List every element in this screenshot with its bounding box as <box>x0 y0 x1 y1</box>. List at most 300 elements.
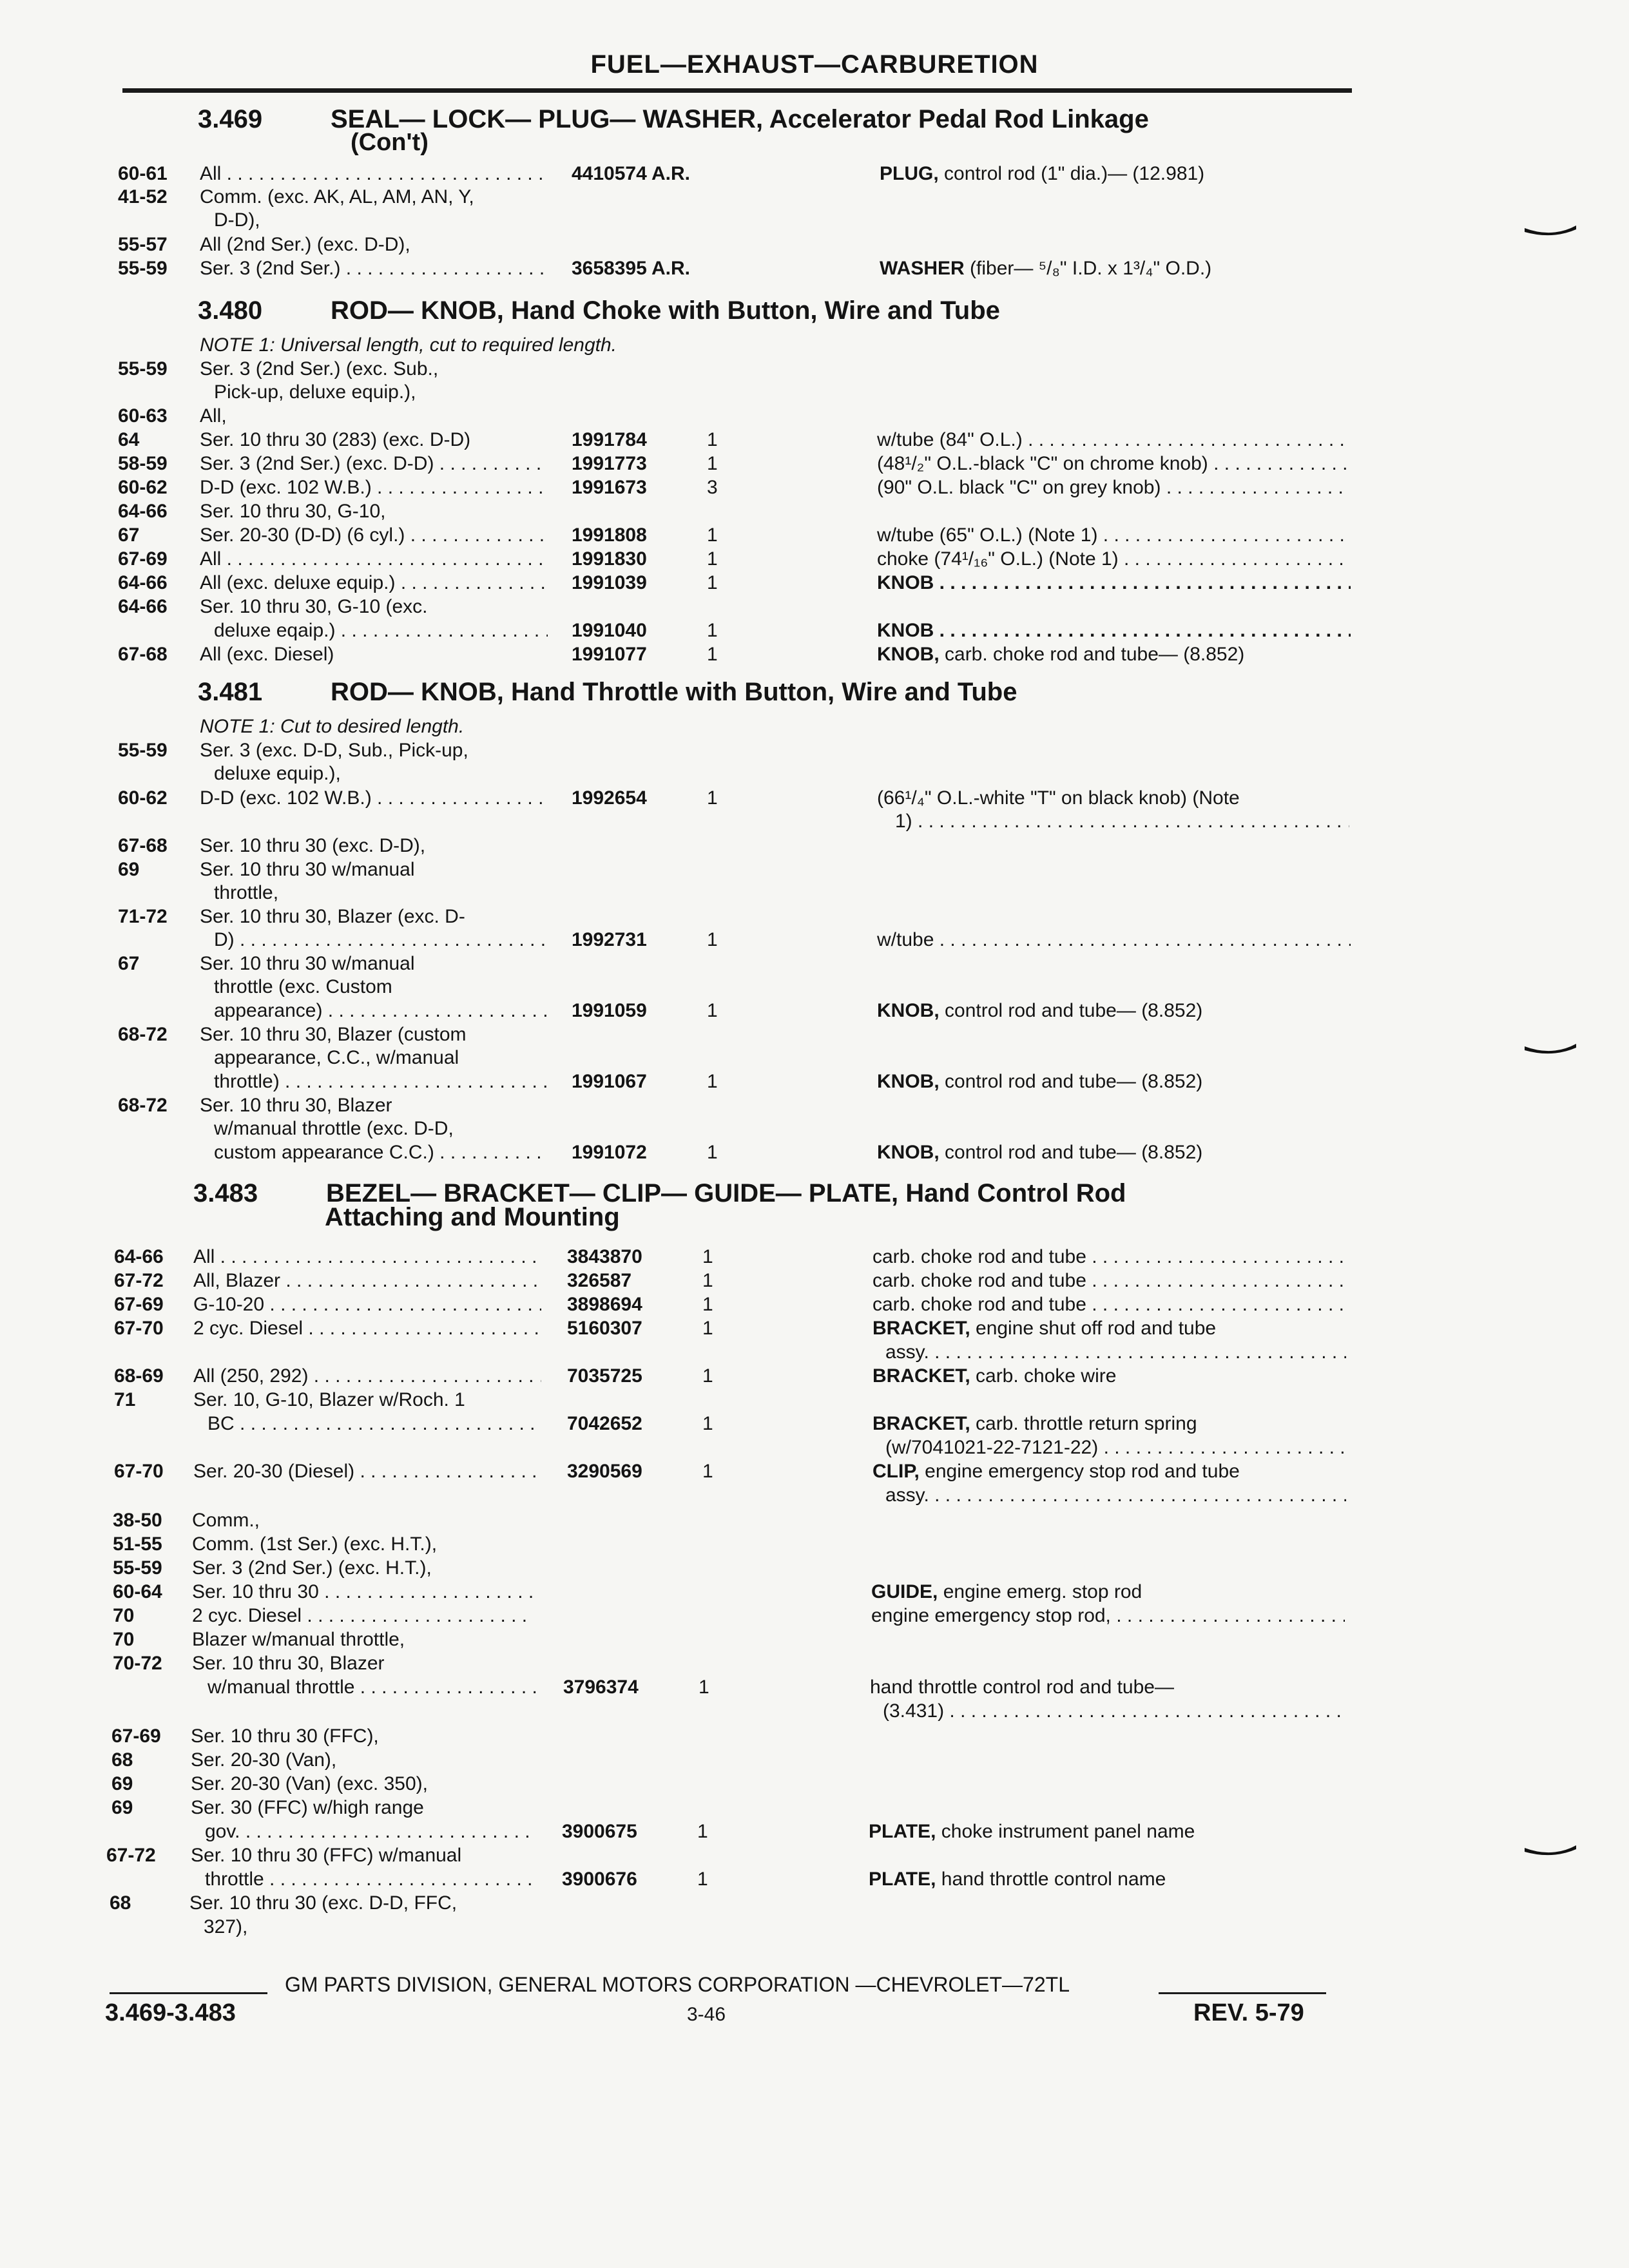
application: Comm. (1st Ser.) (exc. H.T.), <box>192 1533 438 1555</box>
application: Ser. 30 (FFC) w/high range <box>191 1797 424 1818</box>
part-name: KNOB . . . <box>877 572 1351 595</box>
part-name: w/tube . . . <box>877 928 1351 952</box>
application: Ser. 20-30 (Van), <box>191 1749 337 1771</box>
quantity: 1 <box>702 1318 713 1339</box>
quantity: 1 <box>702 1365 713 1387</box>
part-number: 3658395 A.R. <box>572 258 691 279</box>
parts-row <box>0 1141 1629 1164</box>
section-note: NOTE 1: Universal length, cut to required length. <box>200 334 617 356</box>
model-years: 67-69 <box>111 1725 161 1747</box>
part-name-bold: CLIP, <box>872 1461 920 1482</box>
quantity: 1 <box>702 1413 713 1434</box>
application: Ser. 3 (2nd Ser.) (exc. Sub., <box>200 358 439 380</box>
part-number: 7035725 <box>567 1365 642 1387</box>
part-name-bold: KNOB, <box>877 1000 940 1021</box>
application: Ser. 20-30 (Diesel) . . . <box>193 1460 541 1483</box>
application: Ser. 3 (2nd Ser.) (exc. H.T.), <box>192 1557 432 1579</box>
part-name <box>872 1460 1240 1483</box>
model-years: 67-69 <box>114 1294 164 1315</box>
quantity: 1 <box>702 1461 713 1482</box>
model-years: 51-55 <box>113 1533 162 1555</box>
model-years: 64-66 <box>114 1246 164 1267</box>
part-number: 1991077 <box>572 644 647 665</box>
parts-row <box>0 952 1629 975</box>
model-years: 64 <box>118 429 140 450</box>
model-years: 58-59 <box>118 453 168 474</box>
footer-range: 3.469-3.483 <box>105 1999 236 2026</box>
application: Ser. 10 thru 30, G-10 (exc. <box>200 596 428 617</box>
model-years: 71-72 <box>118 906 168 927</box>
parts-row <box>0 334 1629 357</box>
part-name-rest: engine shut off rod and tube <box>970 1318 1217 1339</box>
parts-row <box>0 1484 1629 1507</box>
application: custom appearance C.C.) . . . <box>214 1141 548 1164</box>
part-name-bold: KNOB, <box>877 1071 940 1092</box>
parts-row <box>0 1070 1629 1093</box>
parts-row <box>0 548 1629 571</box>
parts-row <box>0 1436 1629 1459</box>
part-number: 1992731 <box>572 929 647 950</box>
part-name <box>872 1317 1216 1340</box>
part-name: (w/7041021-22-7121-22) . . . <box>885 1436 1346 1459</box>
model-years: 67-72 <box>114 1270 164 1291</box>
parts-row <box>0 1023 1629 1046</box>
part-name: w/tube (84" O.L.) . . . <box>877 428 1351 452</box>
part-name: choke (74¹/₁₆" O.L.) (Note 1) . . . <box>877 548 1351 571</box>
quantity: 1 <box>697 1869 708 1890</box>
part-number: 3898694 <box>567 1294 642 1315</box>
part-number: 1991808 <box>572 524 647 546</box>
parts-row <box>0 1820 1629 1843</box>
part-number: 326587 <box>567 1270 632 1291</box>
footer-publisher: GM PARTS DIVISION, GENERAL MOTORS CORPORATION —CHEVROLET—72TL <box>285 1973 1070 1996</box>
application: Ser. 3 (2nd Ser.) . . . <box>200 257 548 280</box>
parts-row <box>0 1604 1629 1628</box>
parts-row <box>0 1557 1629 1580</box>
part-number: 4410574 A.R. <box>572 163 691 184</box>
section-title: BEZEL— BRACKET— CLIP— GUIDE— PLATE, Hand Control Rod <box>326 1179 1126 1207</box>
application: Ser. 10 thru 30, Blazer <box>192 1653 385 1674</box>
section-subtitle: (Con't) <box>351 129 429 156</box>
part-name-rest: carb. choke wire <box>970 1365 1117 1387</box>
model-years: 55-59 <box>118 740 168 761</box>
section-title: ROD— KNOB, Hand Choke with Button, Wire and Tube <box>331 296 1000 325</box>
parts-row <box>0 524 1629 547</box>
application: All . . . <box>200 162 548 186</box>
application: All, Blazer . . . <box>193 1269 541 1293</box>
parts-row <box>0 1293 1629 1316</box>
part-name <box>877 1141 1351 1164</box>
page-number: 3-46 <box>687 2004 726 2025</box>
part-name-bold: BRACKET, <box>872 1413 970 1434</box>
quantity: 1 <box>707 1000 718 1021</box>
part-name-rest: carb. throttle return spring <box>970 1413 1197 1434</box>
part-number: 3900676 <box>562 1869 637 1890</box>
parts-row <box>0 358 1629 381</box>
quantity: 1 <box>707 620 718 641</box>
model-years: 67-69 <box>118 548 168 570</box>
parts-row <box>0 834 1629 858</box>
parts-row <box>0 762 1629 785</box>
part-number: 3290569 <box>567 1461 642 1482</box>
application: Ser. 10 thru 30, Blazer (custom <box>200 1024 467 1045</box>
model-years: 67 <box>118 953 140 974</box>
model-years: 70-72 <box>113 1653 162 1674</box>
parts-row <box>0 1796 1629 1820</box>
model-years: 60-64 <box>113 1581 162 1602</box>
model-years: 38-50 <box>113 1510 162 1531</box>
footer-revision: REV. 5-79 <box>1193 1999 1304 2026</box>
part-name <box>877 643 1244 666</box>
quantity: 1 <box>707 524 718 546</box>
part-name-rest: hand throttle control name <box>936 1869 1166 1890</box>
quantity: 1 <box>702 1294 713 1315</box>
part-name: KNOB . . . <box>877 619 1351 642</box>
part-number: 1991830 <box>572 548 647 570</box>
application: Ser. 10, G-10, Blazer w/Roch. 1 <box>193 1389 465 1410</box>
part-name: (66¹/₄" O.L.-white "T" on black knob) (Note <box>877 787 1240 809</box>
model-years: 67-70 <box>114 1318 164 1339</box>
model-years: 41-52 <box>118 186 168 207</box>
application: All (2nd Ser.) (exc. D-D), <box>200 234 410 255</box>
part-number: 1991067 <box>572 1071 647 1092</box>
binder-mark-icon <box>1523 224 1577 237</box>
parts-row <box>0 500 1629 523</box>
application: G-10-20 . . . <box>193 1293 541 1316</box>
section-number: 3.469 <box>198 105 263 133</box>
quantity: 1 <box>707 929 718 950</box>
parts-row <box>0 928 1629 952</box>
part-name-bold: PLUG, <box>880 163 939 184</box>
parts-row <box>0 186 1629 209</box>
application: throttle (exc. Custom <box>214 976 392 997</box>
application: Ser. 20-30 (D-D) (6 cyl.) . . . <box>200 524 548 547</box>
model-years: 68-72 <box>118 1095 168 1116</box>
quantity: 1 <box>707 644 718 665</box>
model-years: 55-59 <box>118 358 168 380</box>
model-years: 68 <box>111 1749 133 1771</box>
model-years: 69 <box>111 1773 133 1794</box>
application: Ser. 10 thru 30 w/manual <box>200 859 415 880</box>
model-years: 60-62 <box>118 787 168 809</box>
part-name-rest: carb. choke rod and tube— (8.852) <box>939 644 1245 665</box>
model-years: 68-72 <box>118 1024 168 1045</box>
part-name <box>880 257 1353 280</box>
model-years: 60-61 <box>118 163 168 184</box>
parts-row <box>0 739 1629 762</box>
parts-row <box>0 1317 1629 1340</box>
section-number: 3.481 <box>198 678 263 706</box>
model-years: 64-66 <box>118 501 168 522</box>
application: All (exc. deluxe equip.) . . . <box>200 572 548 595</box>
application: 2 cyc. Diesel . . . <box>193 1317 541 1340</box>
parts-row <box>0 1652 1629 1675</box>
parts-row <box>0 999 1629 1023</box>
application: BC . . . <box>207 1412 541 1436</box>
parts-row <box>0 810 1629 833</box>
part-number: 1991773 <box>572 453 647 474</box>
parts-row <box>0 1700 1629 1723</box>
page-header-title: FUEL—EXHAUST—CARBURETION <box>590 50 1039 79</box>
parts-row <box>0 1916 1629 1939</box>
application: gov. . . . <box>205 1820 536 1843</box>
part-name <box>877 1070 1351 1093</box>
part-name: assy. . . . <box>885 1341 1346 1364</box>
application: Ser. 10 thru 30 w/manual <box>200 953 415 974</box>
part-name-rest: control rod and tube— (8.852) <box>939 1142 1203 1163</box>
parts-row <box>0 1269 1629 1293</box>
part-name: (3.431) . . . <box>883 1700 1344 1723</box>
part-name-bold: KNOB, <box>877 1142 940 1163</box>
application: All . . . <box>193 1245 541 1269</box>
part-name: 1) . . . <box>895 810 1349 833</box>
parts-row <box>0 1844 1629 1867</box>
quantity: 1 <box>707 1142 718 1163</box>
application: 2 cyc. Diesel . . . <box>192 1604 534 1628</box>
footer-rule-left <box>110 1992 267 1994</box>
application: Ser. 10 thru 30, Blazer <box>200 1095 392 1116</box>
model-years: 55-59 <box>118 258 168 279</box>
part-name-bold: BRACKET, <box>872 1365 970 1387</box>
application: Ser. 10 thru 30 (exc. D-D), <box>200 835 426 856</box>
part-name-bold: PLATE, <box>869 1821 936 1842</box>
quantity: 3 <box>707 477 718 498</box>
application: Comm., <box>192 1510 260 1531</box>
quantity: 1 <box>707 429 718 450</box>
quantity: 1 <box>702 1246 713 1267</box>
part-name <box>872 1412 1197 1436</box>
parts-row <box>0 1509 1629 1532</box>
application: Ser. 10 thru 30, G-10, <box>200 501 386 522</box>
parts-row <box>0 881 1629 905</box>
application: All (exc. Diesel) <box>200 644 334 665</box>
parts-row <box>0 1245 1629 1269</box>
section-heading-3481 <box>198 678 1017 707</box>
section-note: NOTE 1: Cut to desired length. <box>200 716 465 737</box>
model-years: 71 <box>114 1389 136 1410</box>
model-years: 68-69 <box>114 1365 164 1387</box>
model-years: 60-63 <box>118 405 168 427</box>
model-years: 67-68 <box>118 644 168 665</box>
application: D) . . . <box>214 928 548 952</box>
part-name <box>871 1581 1345 1604</box>
quantity: 1 <box>699 1677 709 1698</box>
parts-row <box>0 428 1629 452</box>
application: Ser. 3 (exc. D-D, Sub., Pick-up, <box>200 740 468 761</box>
part-name-rest: control rod and tube— (8.852) <box>939 1000 1203 1021</box>
application: w/manual throttle (exc. D-D, <box>214 1118 454 1139</box>
part-name-bold: KNOB, <box>877 644 940 665</box>
quantity: 1 <box>707 548 718 570</box>
part-number: 1991040 <box>572 620 647 641</box>
part-number: 3843870 <box>567 1246 642 1267</box>
model-years: 55-59 <box>113 1557 162 1579</box>
part-number: 1991059 <box>572 1000 647 1021</box>
parts-row <box>0 405 1629 428</box>
application: Blazer w/manual throttle, <box>192 1629 405 1650</box>
application: 327), <box>204 1916 248 1937</box>
part-name-bold: GUIDE, <box>871 1581 938 1602</box>
application: throttle) . . . <box>214 1070 548 1093</box>
quantity: 1 <box>707 787 718 809</box>
part-name <box>872 1365 1346 1388</box>
binder-mark-icon <box>1523 1043 1577 1055</box>
part-name-bold: WASHER <box>880 258 965 279</box>
model-years: 67-68 <box>118 835 168 856</box>
application: D-D (exc. 102 W.B.) . . . <box>200 787 548 810</box>
part-name: assy. . . . <box>885 1484 1346 1507</box>
parts-row <box>0 595 1629 619</box>
parts-row <box>0 1046 1629 1070</box>
part-name-rest: engine emerg. stop rod <box>938 1581 1142 1602</box>
section-title: SEAL— LOCK— PLUG— WASHER, Accelerator Pedal Rod Linkage <box>331 105 1149 133</box>
parts-row <box>0 1117 1629 1140</box>
application: deluxe eqaip.) . . . <box>214 619 548 642</box>
part-name-rest: choke instrument panel name <box>936 1821 1195 1842</box>
application: D-D), <box>214 209 260 231</box>
part-number: 7042652 <box>567 1413 642 1434</box>
application: Ser. 10 thru 30 (283) (exc. D-D) <box>200 429 471 450</box>
section-subtitle: Attaching and Mounting <box>325 1203 620 1231</box>
model-years: 55-57 <box>118 234 168 255</box>
parts-row <box>0 1773 1629 1796</box>
part-name <box>880 162 1353 186</box>
parts-row <box>0 209 1629 232</box>
parts-row <box>0 1868 1629 1891</box>
quantity: 1 <box>707 572 718 593</box>
application: Ser. 10 thru 30 (FFC), <box>191 1725 379 1747</box>
model-years: 68 <box>110 1892 131 1914</box>
parts-row <box>0 233 1629 256</box>
section-number: 3.480 <box>198 296 263 325</box>
part-name-rest: engine emergency stop rod and tube <box>919 1461 1240 1482</box>
section-title: ROD— KNOB, Hand Throttle with Button, Wire and Tube <box>331 678 1017 706</box>
model-years: 69 <box>111 1797 133 1818</box>
parts-row <box>0 787 1629 810</box>
application: All (250, 292) . . . <box>193 1365 541 1388</box>
parts-row <box>0 1749 1629 1772</box>
parts-row <box>0 1365 1629 1388</box>
parts-row <box>0 1389 1629 1412</box>
application: Ser. 10 thru 30 . . . <box>192 1581 534 1604</box>
part-name: (48¹/₂" O.L.-black "C" on chrome knob) . . . <box>877 452 1351 476</box>
model-years: 69 <box>118 859 140 880</box>
parts-row <box>0 1412 1629 1436</box>
parts-row <box>0 1581 1629 1604</box>
parts-row <box>0 975 1629 999</box>
parts-row <box>0 715 1629 738</box>
part-name <box>877 999 1351 1023</box>
parts-row <box>0 858 1629 881</box>
section-heading-3469 <box>198 105 1149 134</box>
model-years: 67-70 <box>114 1461 164 1482</box>
application: throttle . . . <box>205 1868 536 1891</box>
parts-row <box>0 1533 1629 1556</box>
application: All, <box>200 405 227 427</box>
parts-row <box>0 1725 1629 1748</box>
model-years: 64-66 <box>118 596 168 617</box>
application: Ser. 10 thru 30, Blazer (exc. D- <box>200 906 465 927</box>
parts-row <box>0 1628 1629 1651</box>
part-number: 1991673 <box>572 477 647 498</box>
application: Ser. 3 (2nd Ser.) (exc. D-D) . . . <box>200 452 548 476</box>
part-number: 1992654 <box>572 787 647 809</box>
part-number: 3900675 <box>562 1821 637 1842</box>
application: Ser. 10 thru 30 (exc. D-D, FFC, <box>189 1892 458 1914</box>
section-heading-3480 <box>198 296 1000 325</box>
application: Ser. 20-30 (Van) (exc. 350), <box>191 1773 428 1794</box>
parts-row <box>0 476 1629 499</box>
application: deluxe equip.), <box>214 763 341 784</box>
part-name: (90" O.L. black "C" on grey knob) . . . <box>877 476 1351 499</box>
part-number: 1991784 <box>572 429 647 450</box>
application: w/manual throttle . . . <box>207 1676 536 1699</box>
part-name: engine emergency stop rod, . . . <box>871 1604 1345 1628</box>
model-years: 70 <box>113 1605 135 1626</box>
parts-row <box>0 643 1629 666</box>
application: Comm. (exc. AK, AL, AM, AN, Y, <box>200 186 474 207</box>
part-name-bold: BRACKET, <box>872 1318 970 1339</box>
parts-row <box>0 162 1629 186</box>
model-years: 67 <box>118 524 140 546</box>
part-name: hand throttle control rod and tube— <box>870 1677 1174 1698</box>
parts-row <box>0 1094 1629 1117</box>
part-name <box>869 1820 1342 1843</box>
binder-mark-icon <box>1523 1844 1577 1857</box>
part-name-bold: PLATE, <box>869 1869 936 1890</box>
header-rule <box>122 88 1352 93</box>
part-name-rest: control rod and tube— (8.852) <box>939 1071 1203 1092</box>
quantity: 1 <box>707 453 718 474</box>
application: appearance) . . . <box>214 999 548 1023</box>
quantity: 1 <box>707 1071 718 1092</box>
model-years: 64-66 <box>118 572 168 593</box>
model-years: 67-72 <box>106 1845 156 1866</box>
part-number: 3796374 <box>563 1677 639 1698</box>
parts-row <box>0 381 1629 404</box>
part-name-rest: control rod (1" dia.)— (12.981) <box>938 163 1205 184</box>
application: All . . . <box>200 548 548 571</box>
part-number: 1991072 <box>572 1142 647 1163</box>
part-name-rest: (fiber— ⁵/₈" I.D. x 1³/₄" O.D.) <box>964 258 1212 279</box>
parts-row <box>0 1460 1629 1483</box>
application: Ser. 10 thru 30 (FFC) w/manual <box>191 1845 462 1866</box>
parts-row <box>0 572 1629 595</box>
part-name: carb. choke rod and tube . . . <box>872 1269 1346 1293</box>
application: appearance, C.C., w/manual <box>214 1047 459 1068</box>
part-number: 1991039 <box>572 572 647 593</box>
part-name: carb. choke rod and tube . . . <box>872 1293 1346 1316</box>
application: D-D (exc. 102 W.B.) . . . <box>200 476 548 499</box>
part-name: carb. choke rod and tube . . . <box>872 1245 1346 1269</box>
part-number: 5160307 <box>567 1318 642 1339</box>
application: throttle, <box>214 882 279 903</box>
parts-row <box>0 1341 1629 1364</box>
parts-row <box>0 1892 1629 1915</box>
parts-row <box>0 452 1629 476</box>
part-name <box>869 1868 1342 1891</box>
part-name: w/tube (65" O.L.) (Note 1) . . . <box>877 524 1351 547</box>
parts-row <box>0 905 1629 928</box>
quantity: 1 <box>697 1821 708 1842</box>
parts-row <box>0 1676 1629 1699</box>
parts-row <box>0 619 1629 642</box>
footer-rule-right <box>1159 1992 1326 1994</box>
quantity: 1 <box>702 1270 713 1291</box>
application: Pick-up, deluxe equip.), <box>214 381 416 403</box>
model-years: 60-62 <box>118 477 168 498</box>
model-years: 70 <box>113 1629 135 1650</box>
